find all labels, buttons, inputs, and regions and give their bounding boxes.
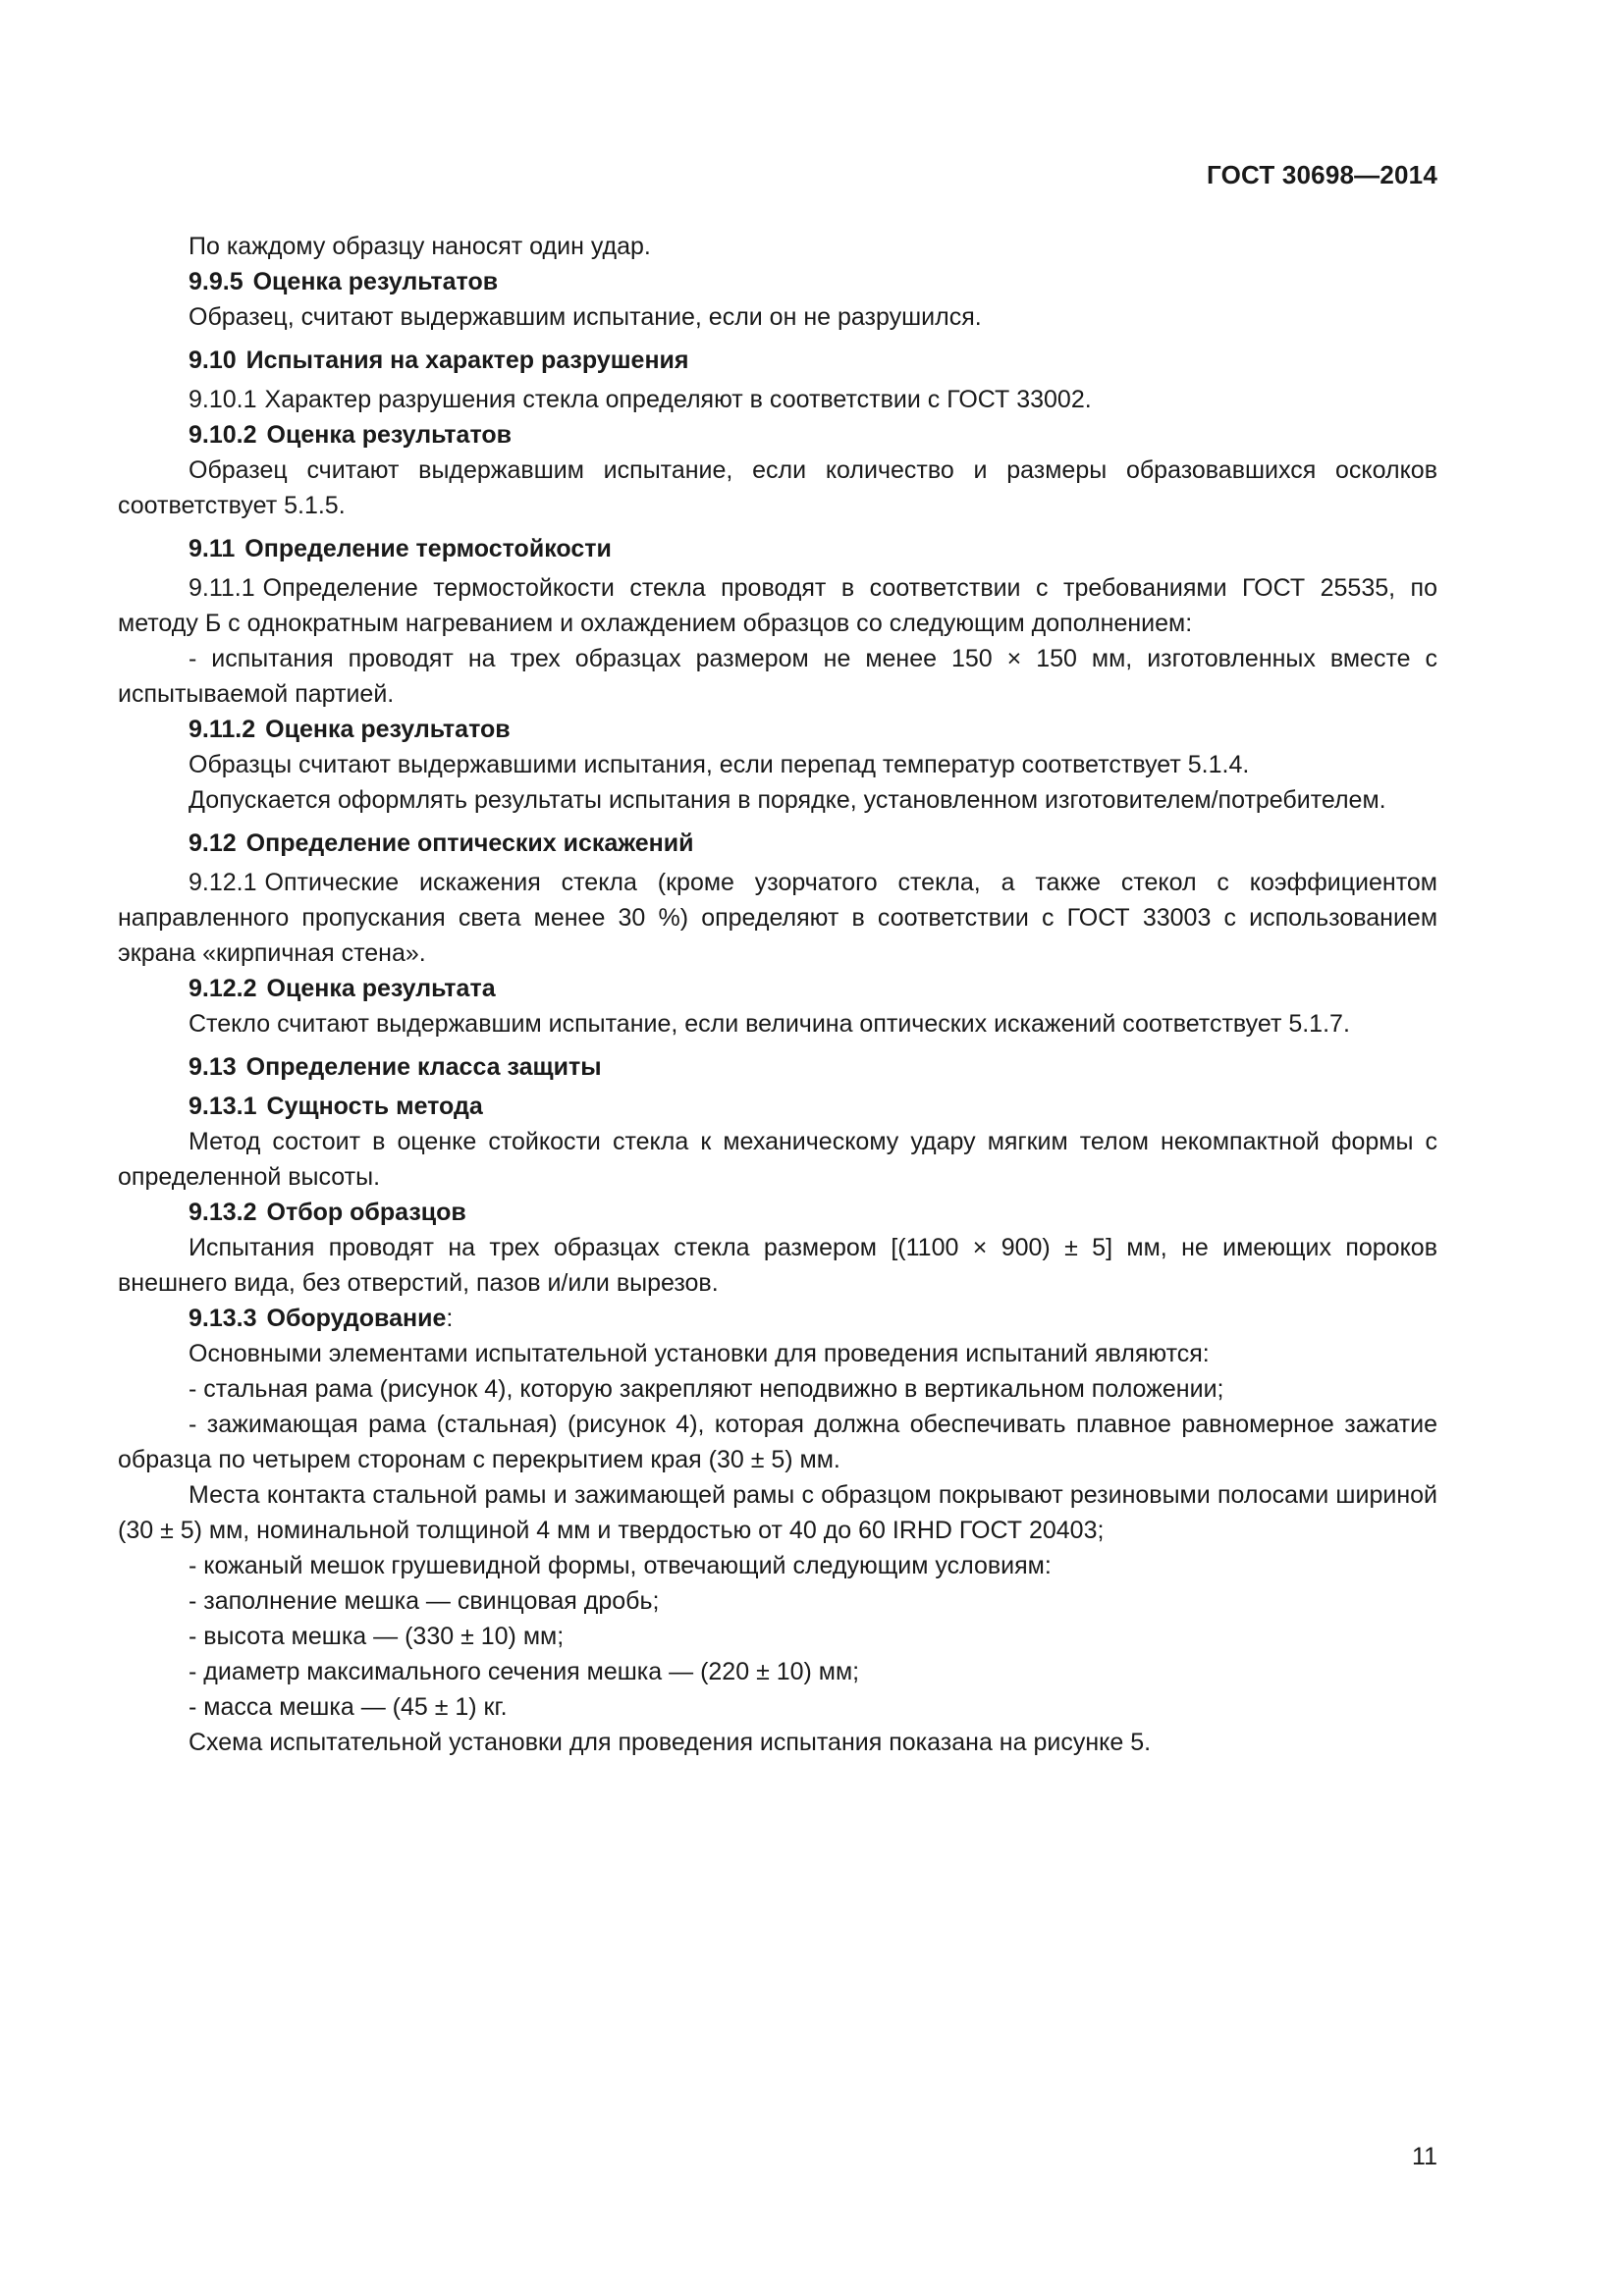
list-paragraph: - заполнение мешка — свинцовая дробь; — [189, 1587, 660, 1615]
paragraph: Метод состоит в оценке стойкости стекла к механическому удару мягким телом некомпактной формы с определенной высоты. — [118, 1128, 1437, 1191]
section-number: 9.10 — [189, 347, 237, 374]
document-body — [118, 229, 1437, 1760]
subsection-heading — [118, 417, 1437, 453]
paragraph-text: Характер разрушения стекла определяют в соответствии с ГОСТ 33002. — [264, 386, 1092, 413]
subsection-heading — [118, 712, 1437, 747]
section-number: 9.13 — [189, 1053, 237, 1081]
section-heading — [118, 826, 1437, 861]
list-paragraph: - диаметр максимального сечения мешка — (220 ± 10) мм; — [189, 1658, 860, 1685]
subsection-heading — [118, 971, 1437, 1006]
paragraph: Схема испытательной установки для проведения испытания показана на рисунке 5. — [189, 1729, 1152, 1756]
paragraph-number: 9.11.1 — [189, 574, 255, 602]
page-number: 11 — [1412, 2143, 1437, 2170]
section-number: 9.13.2 — [189, 1199, 257, 1226]
section-title: Оборудование — [266, 1305, 447, 1332]
paragraph-text: Оптические искажения стекла (кроме узорчатого стекла, а также стекол с коэффициентом направленного пропускания света менее 30 %) определяют в соответствии с ГОСТ 33003 с использованием экрана «кирпичная стена». — [118, 869, 1437, 967]
section-title: Отбор образцов — [266, 1199, 466, 1226]
list-paragraph: - зажимающая рама (стальная) (рисунок 4), которая должна обеспечивать плавное равномерное зажатие образца по четырем сторонам с перекрытием края (30 ± 5) мм. — [118, 1411, 1437, 1473]
paragraph-number: 9.10.1 — [189, 386, 257, 413]
subsection-heading — [118, 1195, 1437, 1230]
section-heading — [118, 531, 1437, 566]
section-number: 9.9.5 — [189, 268, 243, 295]
subsection-heading — [118, 1089, 1437, 1124]
numbered-paragraph — [118, 570, 1437, 641]
list-paragraph: - испытания проводят на трех образцах размером не менее 150 × 150 мм, изготовленных вместе с испытываемой партией. — [118, 645, 1437, 708]
paragraph: Образец, считают выдержавшим испытание, если он не разрушился. — [189, 303, 982, 331]
list-paragraph: - стальная рама (рисунок 4), которую закрепляют неподвижно в вертикальном положении; — [189, 1375, 1224, 1403]
section-title: Определение оптических искажений — [245, 829, 694, 857]
paragraph: Допускается оформлять результаты испытания в порядке, установленном изготовителем/потребителем. — [189, 786, 1386, 814]
section-title: Сущность метода — [266, 1093, 483, 1120]
section-heading — [118, 343, 1437, 378]
paragraph: Испытания проводят на трех образцах стекла размером [(1100 × 900) ± 5] мм, не имеющих пороков внешнего вида, без отверстий, пазов и/или вырезов. — [118, 1234, 1437, 1297]
section-title: Оценка результатов — [252, 268, 499, 295]
section-title: Определение класса защиты — [245, 1053, 602, 1081]
paragraph: Образец считают выдержавшим испытание, если количество и размеры образовавшихся осколков соответствует 5.1.5. — [118, 456, 1437, 519]
section-title: Оценка результатов — [266, 421, 513, 449]
section-title: Оценка результатов — [265, 716, 511, 743]
numbered-paragraph — [118, 865, 1437, 971]
paragraph-number: 9.12.1 — [189, 869, 257, 896]
paragraph: По каждому образцу наносят один удар. — [189, 233, 651, 260]
section-title: Испытания на характер разрушения — [245, 347, 689, 374]
paragraph: Основными элементами испытательной установки для проведения испытаний являются: — [189, 1340, 1210, 1367]
subsection-heading — [118, 264, 1437, 299]
document-code-header: ГОСТ 30698—2014 — [1207, 160, 1437, 189]
section-number: 9.11 — [189, 535, 236, 562]
paragraph: Образцы считают выдержавшими испытания, если перепад температур соответствует 5.1.4. — [189, 751, 1250, 778]
paragraph-text: Определение термостойкости стекла проводят в соответствии с требованиями ГОСТ 25535, по методу Б с однократным нагреванием и охлаждением образцов со следующим дополнением: — [118, 574, 1437, 637]
list-paragraph: - кожаный мешок грушевидной формы, отвечающий следующим условиям: — [189, 1552, 1052, 1579]
section-number: 9.12 — [189, 829, 237, 857]
section-title: Определение термостойкости — [244, 535, 612, 562]
section-number: 9.13.1 — [189, 1093, 257, 1120]
paragraph: Места контакта стальной рамы и зажимающей рамы с образцом покрывают резиновыми полосами шириной (30 ± 5) мм, номинальной толщиной 4 мм и твердостью от 40 до 60 IRHD ГОСТ 20403; — [118, 1481, 1437, 1544]
list-paragraph: - масса мешка — (45 ± 1) кг. — [189, 1693, 508, 1721]
section-heading — [118, 1049, 1437, 1085]
section-number: 9.12.2 — [189, 975, 257, 1002]
subsection-heading — [118, 1301, 1437, 1336]
heading-colon: : — [446, 1305, 454, 1332]
paragraph: Стекло считают выдержавшим испытание, если величина оптических искажений соответствует 5.1.7. — [189, 1010, 1350, 1038]
section-title: Оценка результата — [266, 975, 496, 1002]
section-number: 9.11.2 — [189, 716, 256, 743]
section-number: 9.13.3 — [189, 1305, 257, 1332]
section-number: 9.10.2 — [189, 421, 257, 449]
list-paragraph: - высота мешка — (330 ± 10) мм; — [189, 1623, 565, 1650]
numbered-paragraph — [118, 382, 1437, 417]
